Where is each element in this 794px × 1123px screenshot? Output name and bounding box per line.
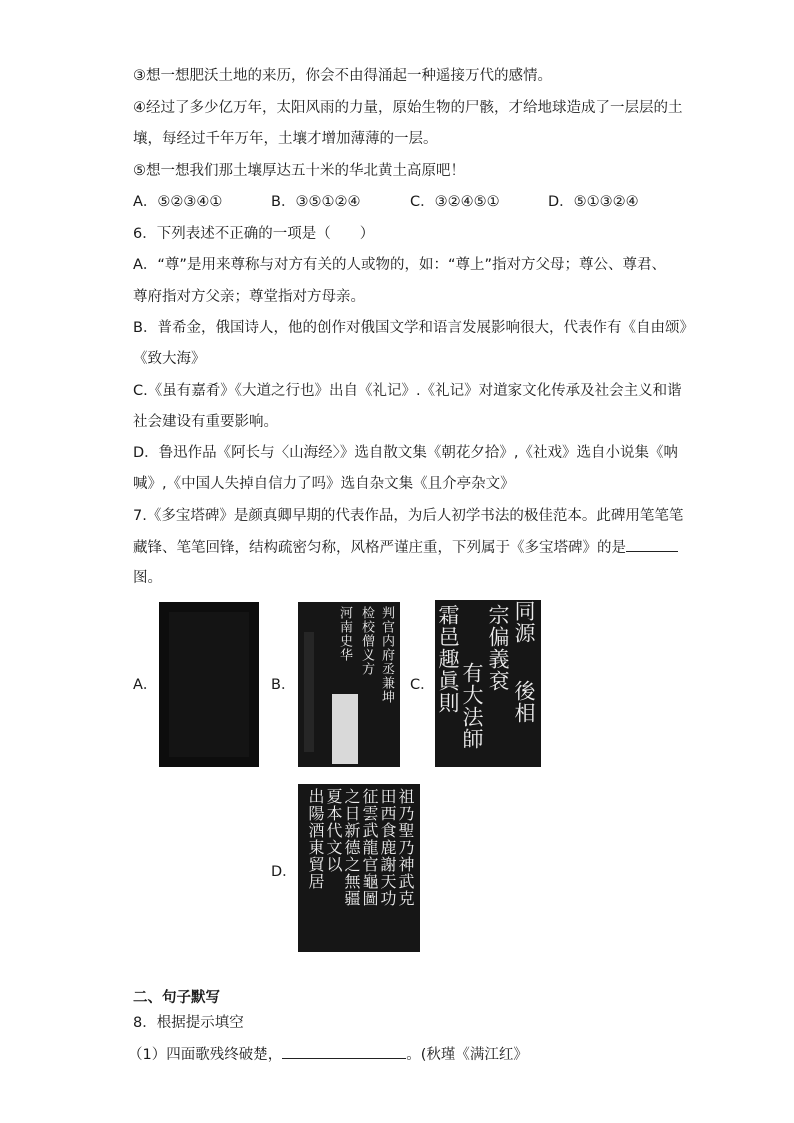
q7-stem-line-1: 7.《多宝塔碑》是颜真卿早期的代表作品，为后人初学书法的极佳范本。此碑用笔笔笔 [133, 508, 684, 524]
q8-item-1-suffix: 。(秋瑾《满江红》 [406, 1047, 528, 1063]
image-d-column: 夏本代文以 [324, 788, 343, 873]
calligraphy-image-d [298, 784, 420, 952]
q5-option-d: D．⑤①③②④ [548, 194, 639, 210]
q6-option-a-line-2: 尊府指对方父亲；尊堂指对方母亲。 [133, 289, 365, 305]
image-b-column: 判官内府丞兼坤 [379, 606, 394, 704]
q8-item-1-prefix: （1）四面歌残终破楚， [128, 1047, 283, 1063]
q7-stem-line-3: 图。 [133, 570, 162, 586]
q8-stem: 8．根据提示填空 [133, 1015, 244, 1031]
q7-label-a: A． [133, 677, 158, 693]
image-c-column: 後相 [512, 680, 536, 724]
q6-option-c-line-2: 社会建设有重要影响。 [133, 414, 278, 430]
sentence-4-line-1: ④经过了多少亿万年，太阳风雨的力量，原始生物的尸骸，才给地球造成了一层层的土 [133, 100, 683, 116]
image-d-column: 征雲武龍官龜圖 [360, 788, 379, 907]
q6-stem: 6．下列表述不正确的一项是（ ） [133, 226, 375, 242]
q6-option-d-line-2: 喊》,《中国人失掉自信力了吗》选自杂文集《且介亭杂文》 [133, 476, 515, 492]
q7-stem-text: 藏锋、笔笔回锋，结构疏密匀称，风格严谨庄重，下列属于《多宝塔碑》的是 [133, 540, 626, 556]
calligraphy-image-a [159, 602, 259, 767]
sentence-5: ⑤想一想我们那土壤厚达五十米的华北黄土高原吧！ [133, 163, 465, 179]
q5-option-c: C．③②④⑤① [410, 194, 500, 210]
q6-option-b-line-1: B．普希金，俄国诗人，他的创作对俄国文学和语言发展影响很大，代表作有《自由颂》 [133, 320, 694, 336]
q7-label-b: B． [271, 677, 296, 693]
image-d-column: 之日新德之無疆 [342, 788, 361, 907]
image-d-column: 祖乃聖乃神武克 [396, 788, 415, 907]
answer-blank[interactable] [626, 537, 678, 552]
q7-label-c: C． [410, 677, 435, 693]
answer-blank[interactable] [282, 1044, 406, 1059]
q6-option-d-line-1: D．鲁迅作品《阿长与〈山海经〉》选自散文集《朝花夕拾》,《社戏》选自小说集《呐 [133, 445, 679, 461]
q7-stem-line-2 [133, 537, 678, 558]
q6-option-b-line-2: 《致大海》 [133, 351, 206, 367]
sentence-4-line-2: 壤，每经过千年万年，土壤才增加薄薄的一层。 [133, 131, 438, 147]
image-b-column: 河南史华 [337, 606, 352, 662]
q5-option-a: A．⑤②③④① [133, 194, 223, 210]
q8-item-1 [128, 1044, 528, 1065]
image-c-column: 有大法師 [460, 662, 484, 750]
image-c-column: 宗偏義袞 [486, 604, 510, 692]
image-d-column: 田西食鹿謝天功 [378, 788, 397, 907]
q6-option-c-line-1: C.《虽有嘉肴》《大道之行也》出自《礼记》.《礼记》对道家文化传承及社会主义和谐 [133, 383, 682, 399]
q5-option-b: B．③⑤①②④ [271, 194, 361, 210]
sentence-3: ③想一想肥沃土地的来历，你会不由得涌起一种遥接万代的感情。 [133, 68, 552, 84]
q6-option-a-line-1: A．“尊”是用来尊称与对方有关的人或物的，如：“尊上”指对方父母；尊公、尊君、 [133, 257, 666, 273]
stone-damage-patch [332, 694, 358, 764]
image-b-column: 检校僧义方 [359, 606, 374, 676]
image-c-column: 同源 [512, 600, 536, 644]
section-title: 二、句子默写 [133, 990, 220, 1006]
q7-label-d: D． [271, 864, 297, 880]
calligraphy-image-b [298, 602, 400, 767]
image-d-column: 出陽酒東貿居 [306, 788, 325, 890]
calligraphy-image-c [435, 600, 541, 767]
image-c-column: 霜邑趣眞則 [436, 604, 460, 714]
